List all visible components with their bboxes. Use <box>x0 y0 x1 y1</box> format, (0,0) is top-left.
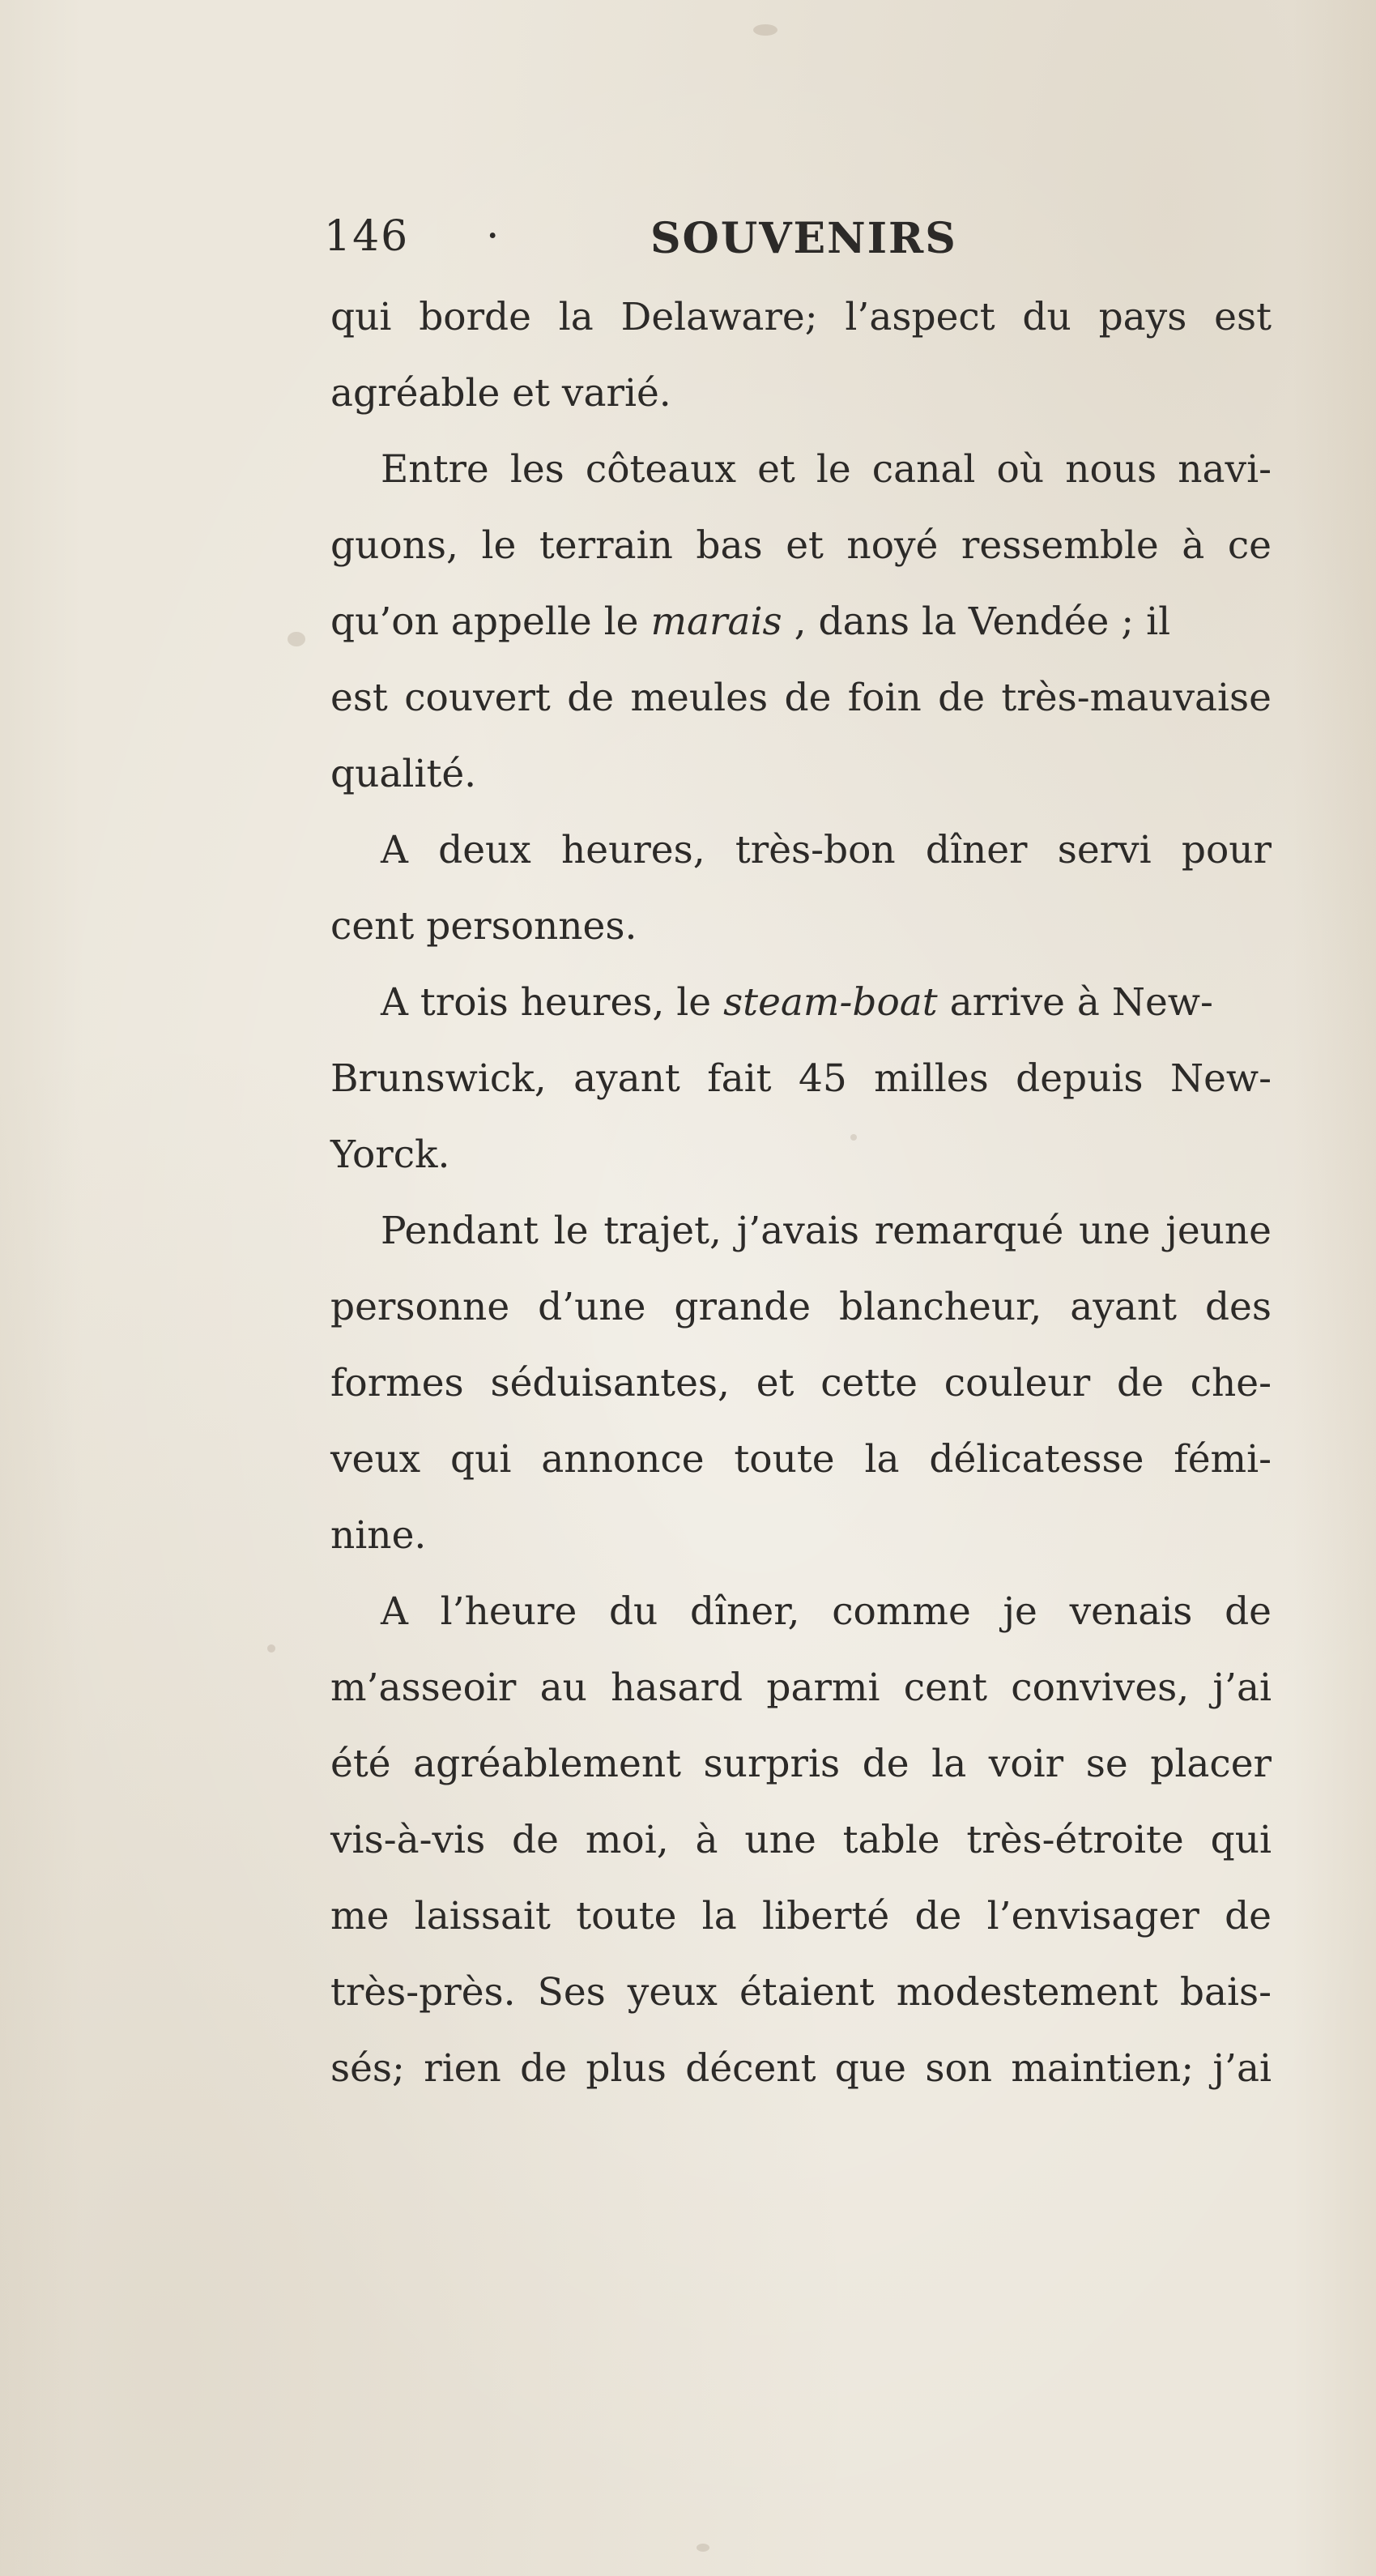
text-line: A l’heure du dîner, comme je venais de <box>381 1589 1272 1634</box>
text-line <box>330 965 1272 1041</box>
text-line: veux qui annonce toute la délicatesse fémi- <box>330 1437 1272 1482</box>
text-fragment: , dans la Vendée ; il <box>794 599 1171 644</box>
text-line: Entre les côteaux et le canal où nous navi- <box>381 447 1272 492</box>
text-fragment: A trois heures, le <box>381 980 712 1025</box>
text-line: Brunswick, ayant fait 45 milles depuis New- <box>330 1056 1272 1101</box>
text-line: me laissait toute la liberté de l’envisager de <box>330 1894 1272 1938</box>
text-line: très-près. Ses yeux étaient modestement bais- <box>330 1970 1272 2015</box>
page-number: 146 <box>324 212 410 261</box>
body-text <box>330 279 1272 2107</box>
text-line: guons, le terrain bas et noyé ressemble à ce <box>330 523 1272 568</box>
paper-stain <box>753 24 777 36</box>
header-separator: · <box>486 212 500 261</box>
page-header <box>324 212 1296 277</box>
text-line: qualité. <box>330 752 477 796</box>
text-line: est couvert de meules de foin de très-mauvaise <box>330 676 1272 720</box>
text-line: Pendant le trajet, j’avais remarqué une jeune <box>381 1209 1272 1253</box>
text-line: vis-à-vis de moi, à une table très-étroite qui <box>330 1818 1272 1862</box>
text-line <box>330 584 1272 660</box>
italic-term: steam-boat <box>723 980 938 1025</box>
text-line: cent personnes. <box>330 904 637 949</box>
paper-stain <box>267 1644 275 1653</box>
text-line: A deux heures, très-bon dîner servi pour <box>381 828 1272 872</box>
text-line: qui borde la Delaware; l’aspect du pays est <box>330 295 1272 339</box>
paper-stain <box>697 2544 709 2552</box>
paper-stain <box>288 632 305 646</box>
running-title: SOUVENIRS <box>650 214 957 263</box>
text-line: m’asseoir au hasard parmi cent convives, j’ai <box>330 1665 1272 1710</box>
text-line: agréable et varié. <box>330 371 671 416</box>
text-fragment: qu’on appelle le <box>330 599 639 644</box>
text-line: été agréablement surpris de la voir se placer <box>330 1742 1272 1786</box>
text-line: sés; rien de plus décent que son maintien; j’ai <box>330 2046 1272 2091</box>
text-line: nine. <box>330 1513 427 1558</box>
text-fragment: arrive à New- <box>949 980 1213 1025</box>
text-line: formes séduisantes, et cette couleur de che- <box>330 1361 1272 1405</box>
italic-term: marais <box>650 599 782 644</box>
text-line: Yorck. <box>330 1132 450 1177</box>
text-line: personne d’une grande blancheur, ayant des <box>330 1285 1272 1329</box>
